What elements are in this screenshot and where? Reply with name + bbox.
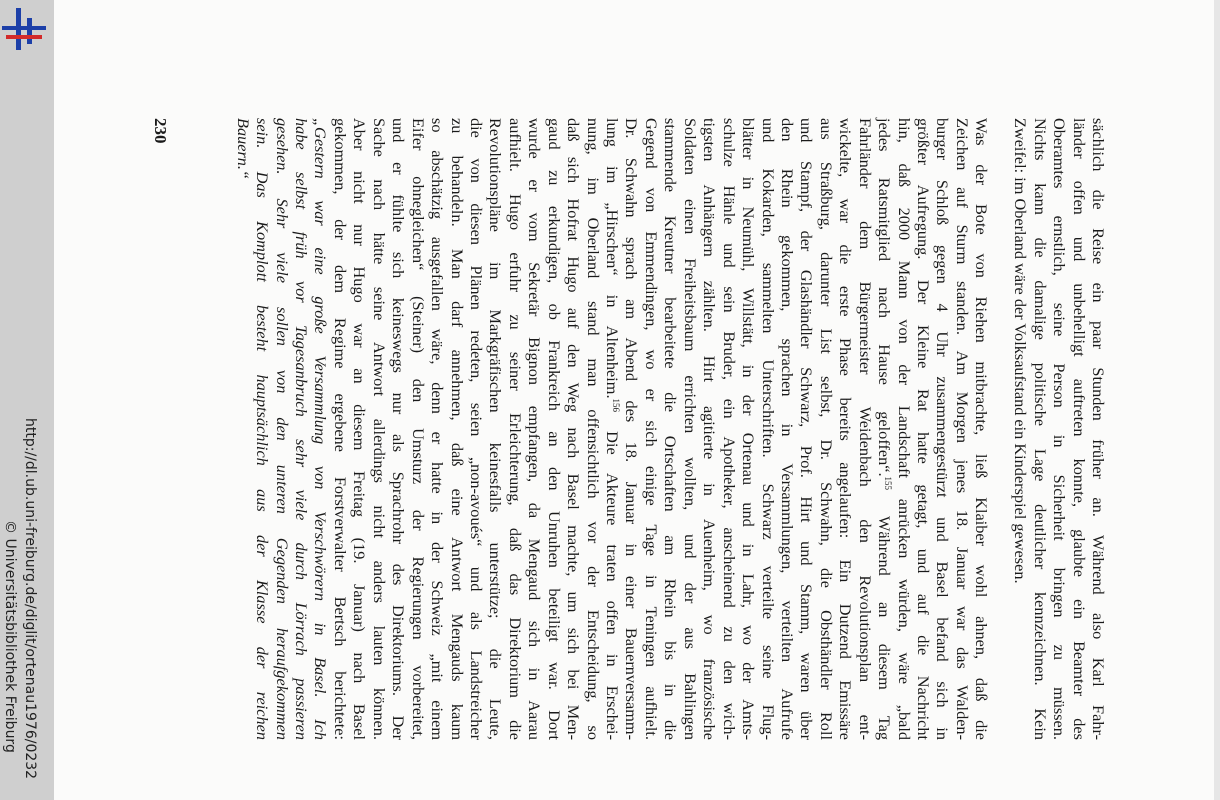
text-line: aus Straßburg, darunter List selbst, Dr. Schwahn, die Obsthändler Roll (816, 118, 836, 740)
text-line: hin, daß 2000 Mann von der Landschaft anrücken würden, wäre „bald (894, 118, 914, 740)
text-line: Fahrländer dem Bürgermeister Weidenbach den Revolutionsplan ent- (855, 118, 875, 740)
text-line: blätter in Neumühl, Willstätt, in der Ortenau und in Lahr, wo der Amts- (739, 118, 759, 740)
text-line: sächlich die Reise ein paar Stunden früher an. Während also Karl Fahr- (1089, 118, 1108, 740)
text-line: länder offen und unbehelligt auftreten konnte, glaubte ein Beamter des (1069, 118, 1089, 740)
text-line: Revolutionspläne im Markgräfischen keinesfalls unterstütze; die Leute, (486, 118, 506, 740)
text-line: Gegend von Emmendingen, wo er sich einige Tage in Teningen aufhielt. (641, 118, 661, 740)
text-line: lung im „Hirschen“ in Altenheim.$^{156}$ Die Akteure traten offen in Erschei- (603, 118, 623, 741)
viewer-sidebar (0, 0, 54, 800)
page-number: 230 (151, 118, 170, 144)
text-line: die von diesen Plänen redeten, seien „non-avoués“ und als Landstreicher (467, 118, 486, 740)
text-line: Zweifel: im Oberland wäre der Volksaufstand ein Kinderspiel gewesen. (1011, 118, 1031, 584)
text-line: Sache nach hätte seine Antwort allerdings nicht anders lauten können. (369, 118, 389, 740)
text-line: Zeichen auf Sturm standen. Am Morgen jenes 18. Januar war das Walden- (952, 118, 972, 740)
paragraph-gap (991, 118, 1010, 740)
text-line: jedes Ratsmitglied nach Hause geloffen“.$^{155}$ Während an diesem Tag (875, 118, 895, 740)
text-line: den Rhein gekommen, sprachen in Versammlungen, verteilten Aufrufe (778, 118, 797, 740)
footnote-ref: 155 (883, 476, 894, 491)
copyright-notice: © Universitätsbibliothek Freiburg (2, 520, 18, 753)
text-line: schulze Hänle und sein Bruder, ein Apotheker, anscheinend zu den wich- (719, 118, 739, 740)
text-line: tigsten Anhängern zählten. Hirt agitierte in Auenheim, wo französische (700, 118, 720, 740)
text-line: Eifer ohnegleichen“ (Steiner) den Umsturz der Regierungen vorbereitet, (408, 118, 428, 740)
text-line: stammende Kreutner bearbeitete die Ortschaften am Rhein bis in die (661, 118, 681, 740)
text-line: nung, im Oberland stand man offensichtlich vor der Entscheidung, so (583, 118, 603, 740)
text-line: gesehen. Sehr viele sollen von den unteren Gegenden heraufgekommen (272, 118, 292, 740)
text-line: zu behandeln. Man darf annehmen, daß eine Antwort Mengauds kaum (447, 118, 467, 740)
footnote-ref: 156 (611, 398, 622, 413)
page-edge (1214, 0, 1220, 800)
text-line: und Stampf, der Glashändler Schwarz, Prof. Hirt und Stamm, waren über (797, 118, 817, 740)
text-line: Oberamtes ernstlich, seine Person in Sicherheit bringen zu müssen. (1050, 118, 1070, 740)
source-url[interactable]: http://dl.ub.uni-freiburg.de/diglit/ortenau1976/0232 (22, 418, 38, 780)
text-line: burger Schloß gegen 4 Uhr zusammengestürzt und Basel befand sich in (933, 118, 953, 740)
text-line: sein. Das Komplott besteht hauptsächlich aus der Klasse der reichen (253, 118, 273, 740)
text-line: Was der Bote von Riehen mitbrachte, ließ Klaiber wohl ahnen, daß die (972, 118, 992, 740)
text-line: „Gestern war eine große Versammlung von Verschwörern in Basel. Ich (311, 118, 331, 740)
text-line: Soldaten einen Freiheitsbaum errichten wollten, und der aus Bahlingen (680, 118, 700, 740)
text-line: Bauern.“ (233, 118, 253, 180)
text-line: und er fühlte sich keineswegs nur als Sprachrohr des Direktoriums. Der (389, 118, 409, 740)
text-line: aufhielt. Hugo erfuhr zu seiner Erleichterung, daß das Direktorium die (505, 118, 525, 740)
text-line: gekommen, der dem Regime ergebene Forstverwalter Bertsch berichtete: (330, 118, 350, 740)
text-line: Nichts kann die damalige politische Lage deutlicher kennzeichnen. Kein (1030, 118, 1050, 740)
text-line: und Kokarden, sammelten Unterschriften. Schwarz verteilte seine Flug- (758, 118, 778, 740)
page-text (233, 118, 1108, 740)
text-line: gaud zu erkundigen, ob Frankreich an den Unruhen beteiligt war. Dort (544, 118, 564, 740)
text-line: daß sich Hofrat Hugo auf den Weg nach Basel machte, um sich bei Men- (564, 118, 584, 740)
text-line: Aber nicht nur Hugo war an diesem Freitag (19. Januar) nach Basel (350, 118, 370, 740)
paragraph (1011, 118, 1108, 740)
text-line: habe selbst früh vor Tagesanbruch sehr viele durch Lörrach passieren (292, 118, 312, 740)
text-line: so abschätzig ausgefallen wäre, denn er hatte in der Schweiz „mit einem (428, 118, 448, 740)
text-line: größter Aufregung. Der Kleine Rat hatte getagt, und auf die Nachricht (914, 118, 934, 740)
text-line: Dr. Schwahn sprach am Abend des 18. Januar in einer Bauernversamm- (622, 118, 642, 740)
library-logo-icon (2, 8, 46, 50)
text-line: wurde er vom Sekretär Bignon empfangen, da Mengaud sich in Aarau (525, 118, 545, 740)
paragraph (233, 118, 991, 740)
text-line: wickelte, war die erste Phase bereits angelaufen: Ein Dutzend Emissäre (836, 118, 856, 740)
